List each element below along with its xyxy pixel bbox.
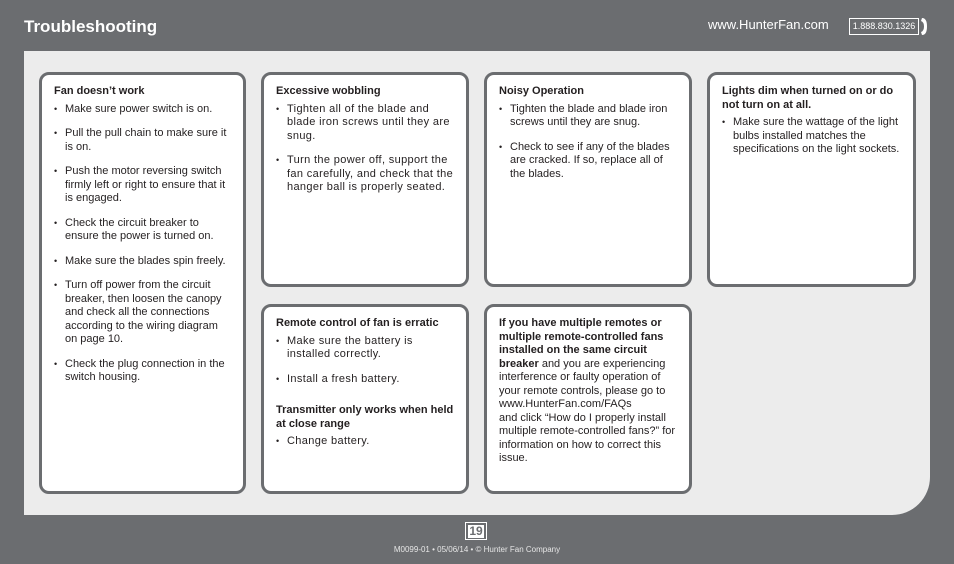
website-link[interactable]: www.HunterFan.com — [708, 17, 829, 32]
list-item: • Pull the pull chain to make sure it is on. — [54, 127, 233, 154]
card-multiple-remotes — [484, 304, 692, 494]
list-item: • Make sure the blades spin freely. — [54, 255, 233, 269]
tips-list — [499, 103, 679, 182]
list-item: • Tighten the blade and blade iron screws until they are snug. — [499, 103, 679, 130]
list-item: • Make sure power switch is on. — [54, 103, 233, 117]
tips-list — [54, 103, 233, 385]
card-title: Noisy Operation — [499, 85, 584, 97]
phone-handset-icon — [920, 17, 929, 36]
tips-list — [276, 335, 456, 387]
list-item: • Turn the power off, support the fan carefully, and check that the hanger ball is properly seated. — [276, 154, 456, 195]
list-item: • Tighten all of the blade and blade iron screws until they are snug. — [276, 103, 456, 144]
card-lights-dim — [707, 72, 916, 287]
page-number-label: 19 — [469, 523, 483, 538]
list-item: • Check the plug connection in the switch housing. — [54, 358, 233, 385]
tips-list — [276, 103, 456, 195]
footer-text: M0099-01 • 05/06/14 • © Hunter Fan Company — [393, 545, 561, 554]
card-title: If you have multiple remotes or multiple remote-controlled fans installed on the same circuit breaker — [499, 317, 664, 370]
card-excessive-wobbling — [261, 72, 469, 287]
card-body — [499, 317, 679, 412]
card-fan-doesnt-work — [39, 72, 246, 494]
card-body-text-2: and click “How do I properly install multiple remote-controlled fans?” for information on how to correct this issue. — [499, 411, 676, 464]
card-body-text: and you are experiencing interference or faulty operation of your remote controls, please go to www.HunterFan.com/FAQs — [499, 357, 666, 410]
list-item: • Check to see if any of the blades are cracked. If so, replace all of the blades. — [499, 141, 679, 182]
list-item: • Make sure the battery is installed correctly. — [276, 335, 456, 362]
card-noisy-operation — [484, 72, 692, 287]
card-title: Lights dim when turned on or do not turn on at all. — [722, 85, 894, 111]
list-item: • Turn off power from the circuit breaker, then loosen the canopy and check all the connections according to the wiring diagram on page 10. — [54, 279, 233, 347]
list-item: • Check the circuit breaker to ensure the power is turned on. — [54, 217, 233, 244]
page-title: Troubleshooting — [24, 17, 158, 36]
tips-list — [276, 435, 456, 449]
list-item: • Install a fresh battery. — [276, 373, 456, 387]
phone-number: 1.888.830.1326 — [849, 18, 919, 35]
list-item: • Change battery. — [276, 435, 456, 449]
tips-list — [722, 116, 903, 157]
card-title: Remote control of fan is erratic — [276, 317, 439, 329]
list-item: • Push the motor reversing switch firmly left or right to ensure that it is engaged. — [54, 165, 233, 206]
card-title: Fan doesn’t work — [54, 85, 145, 97]
list-item: • Make sure the wattage of the light bulbs installed matches the specifications on the light sockets. — [722, 116, 903, 157]
page-number — [465, 522, 487, 540]
card-title: Excessive wobbling — [276, 85, 381, 97]
card-subtitle: Transmitter only works when held at close range — [276, 404, 454, 430]
card-remote-erratic — [261, 304, 469, 494]
